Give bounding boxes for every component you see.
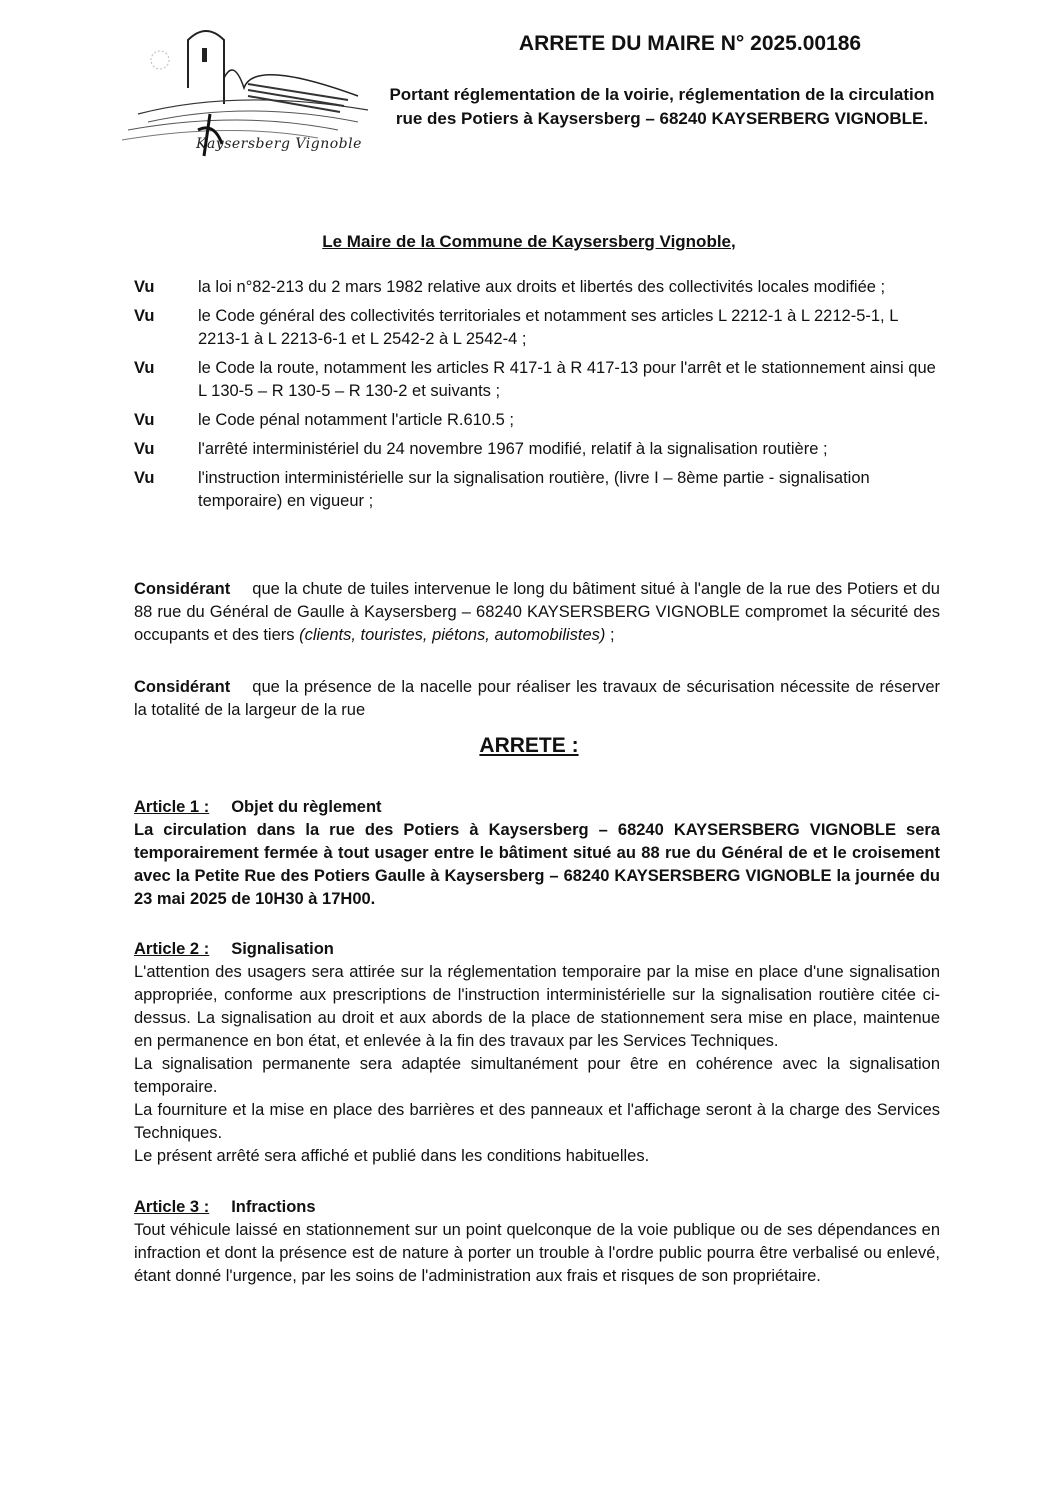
article-number: Article 3 : bbox=[134, 1198, 210, 1216]
considerant-text: que la chute de tuiles intervenue le long du bâtiment situé à l'angle de la rue des Potiers et du 88 rue du Général de Gaulle à Kaysersberg – 68240 KAYSERSBERG VIGNOBLE compromet la sécurité des occupants et des tiers bbox=[134, 580, 940, 644]
document-subtitle: Portant réglementation de la voirie, réglementation de la circulation rue des Potiers à Kaysersberg – 68240 KAYSERBERG VIGNOBLE. bbox=[389, 85, 935, 128]
vu-text: le Code la route, notamment les articles R 417-1 à R 417-13 pour l'arrêt et le stationnement ainsi que L 130-5 – R 130-5 – R 130-2 et suivants ; bbox=[198, 359, 936, 400]
article-2 bbox=[134, 938, 940, 1168]
vu-item bbox=[134, 409, 940, 432]
vu-text: le Code pénal notamment l'article R.610.5 ; bbox=[198, 411, 514, 429]
vu-item bbox=[134, 305, 940, 351]
article-heading bbox=[134, 796, 940, 819]
vu-text: le Code général des collectivités territoriales et notamment ses articles L 2212-1 à L 2212-5-1, L 2213-1 à L 2213-6-1 et L 2542-2 à L 2542-4 ; bbox=[198, 307, 898, 348]
article-paragraph: La signalisation permanente sera adaptée simultanément pour être en cohérence avec la signalisation temporaire. bbox=[134, 1055, 940, 1096]
article-body: La circulation dans la rue des Potiers à Kaysersberg – 68240 KAYSERSBERG VIGNOBLE sera temporairement fermée à tout usager entre le bâtiment situé au 88 rue du Général de et le croisement avec la Petite Rue des Potiers Gaulle à Kaysersberg – 68240 KAYSERSBERG VIGNOBLE la journée du 23 mai 2025 de 10H30 à 17H00. bbox=[134, 821, 940, 908]
vu-item bbox=[134, 438, 940, 461]
maire-heading: Le Maire de la Commune de Kaysersberg Vignoble, bbox=[322, 232, 736, 251]
vu-label: Vu bbox=[134, 411, 155, 429]
vu-label: Vu bbox=[134, 359, 155, 377]
article-3 bbox=[134, 1196, 940, 1288]
article-number: Article 2 : bbox=[134, 940, 210, 958]
arrete-heading: ARRETE : bbox=[479, 734, 579, 757]
article-title: Signalisation bbox=[231, 940, 334, 958]
vu-label: Vu bbox=[134, 278, 155, 296]
vu-item bbox=[134, 467, 940, 513]
article-paragraph: La fourniture et la mise en place des barrières et des panneaux et l'affichage seront à la charge des Services Techniques. bbox=[134, 1101, 940, 1142]
considerant-italic: (clients, touristes, piétons, automobilistes) bbox=[299, 626, 606, 644]
document-title: ARRETE DU MAIRE N° 2025.00186 bbox=[518, 32, 862, 55]
logo-text: Kaysersberg Vignoble bbox=[196, 136, 362, 152]
considerant-label: Considérant bbox=[134, 678, 231, 696]
vu-text: l'arrêté interministériel du 24 novembre 1967 modifié, relatif à la signalisation routière ; bbox=[198, 440, 828, 458]
vu-item bbox=[134, 357, 940, 403]
considerant-2 bbox=[134, 676, 940, 722]
vu-item bbox=[134, 276, 940, 299]
article-heading bbox=[134, 1196, 940, 1219]
considerant-text: que la présence de la nacelle pour réaliser les travaux de sécurisation nécessite de réserver la totalité de la largeur de la rue bbox=[134, 678, 940, 719]
vu-text: l'instruction interministérielle sur la signalisation routière, (livre I – 8ème partie - signalisation temporaire) en vigueur ; bbox=[198, 469, 870, 510]
article-title: Infractions bbox=[231, 1198, 316, 1216]
vu-label: Vu bbox=[134, 307, 155, 325]
article-paragraph: Le présent arrêté sera affiché et publié dans les conditions habituelles. bbox=[134, 1147, 650, 1165]
considerant-end: ; bbox=[605, 626, 615, 644]
article-title: Objet du règlement bbox=[231, 798, 382, 816]
article-1 bbox=[134, 796, 940, 911]
article-number: Article 1 : bbox=[134, 798, 210, 816]
article-paragraph: L'attention des usagers sera attirée sur la réglementation temporaire par la mise en place d'une signalisation appropriée, conforme aux prescriptions de l'instruction interministérielle sur la signalisation routière citée ci-dessus. La signalisation au droit et aux abords de la place de stationnement sera mise en place, maintenue en permanence en bon état, et enlevée à la fin des travaux par les Services Techniques. bbox=[134, 963, 940, 1050]
considerant-1 bbox=[134, 578, 940, 647]
vu-list bbox=[134, 276, 940, 519]
article-heading bbox=[134, 938, 940, 961]
vu-label: Vu bbox=[134, 469, 155, 487]
vu-label: Vu bbox=[134, 440, 155, 458]
article-body: Tout véhicule laissé en stationnement sur un point quelconque de la voie publique ou de ses dépendances en infraction et dont la présence est de nature à porter un trouble à l'ordre public pourra être verbalisé ou enlevé, étant donné l'urgence, par les soins de l'administration aux frais et risques de son propriétaire. bbox=[134, 1221, 940, 1285]
vu-text: la loi n°82-213 du 2 mars 1982 relative aux droits et libertés des collectivités locales modifiée ; bbox=[198, 278, 886, 296]
considerant-label: Considérant bbox=[134, 580, 231, 598]
